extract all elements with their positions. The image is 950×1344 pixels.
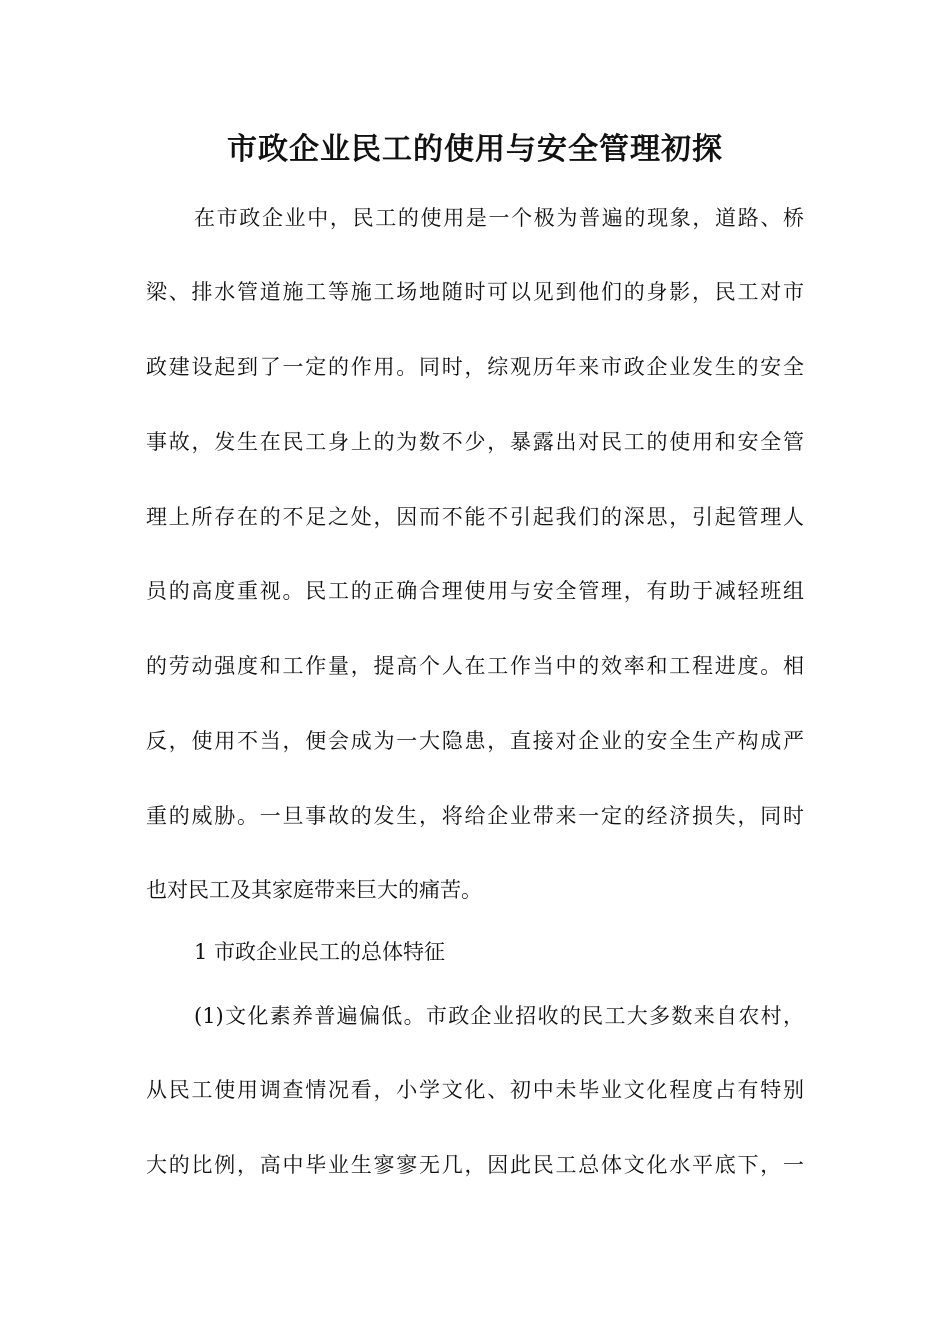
section-heading: 1 市政企业民工的总体特征: [194, 940, 446, 964]
paragraph-line: 大的比例，高中毕业生寥寥无几，因此民工总体文化水平底下，一: [146, 1153, 804, 1177]
document-title: 市政企业民工的使用与安全管理初探: [227, 132, 723, 167]
paragraph-line: 的劳动强度和工作量，提高个人在工作当中的效率和工程进度。相: [146, 654, 804, 678]
paragraph-line: 政建设起到了一定的作用。同时，综观历年来市政企业发生的安全: [146, 355, 804, 379]
paragraph-line: 梁、排水管道施工等施工场地随时可以见到他们的身影，民工对市: [146, 280, 804, 304]
paragraph-line: 理上所存在的不足之处，因而不能不引起我们的深思，引起管理人: [146, 505, 804, 529]
paragraph-line: 重的威胁。一旦事故的发生，将给企业带来一定的经济损失，同时: [146, 804, 804, 828]
paragraph-line: 从民工使用调查情况看，小学文化、初中未毕业文化程度占有特别: [146, 1078, 804, 1102]
paragraph-line: 也对民工及其家庭带来巨大的痛苦。: [146, 878, 482, 902]
paragraph-line: 事故，发生在民工身上的为数不少，暴露出对民工的使用和安全管: [146, 430, 804, 454]
paragraph-line: 在市政企业中，民工的使用是一个极为普遍的现象，道路、桥: [194, 206, 804, 230]
paragraph-line: 员的高度重视。民工的正确合理使用与安全管理，有助于减轻班组: [146, 579, 804, 603]
paragraph-line: 反，使用不当，便会成为一大隐患，直接对企业的安全生产构成严: [146, 729, 804, 753]
paragraph-line: (1)文化素养普遍偏低。市政企业招收的民工大多数来自农村，: [194, 1004, 804, 1028]
